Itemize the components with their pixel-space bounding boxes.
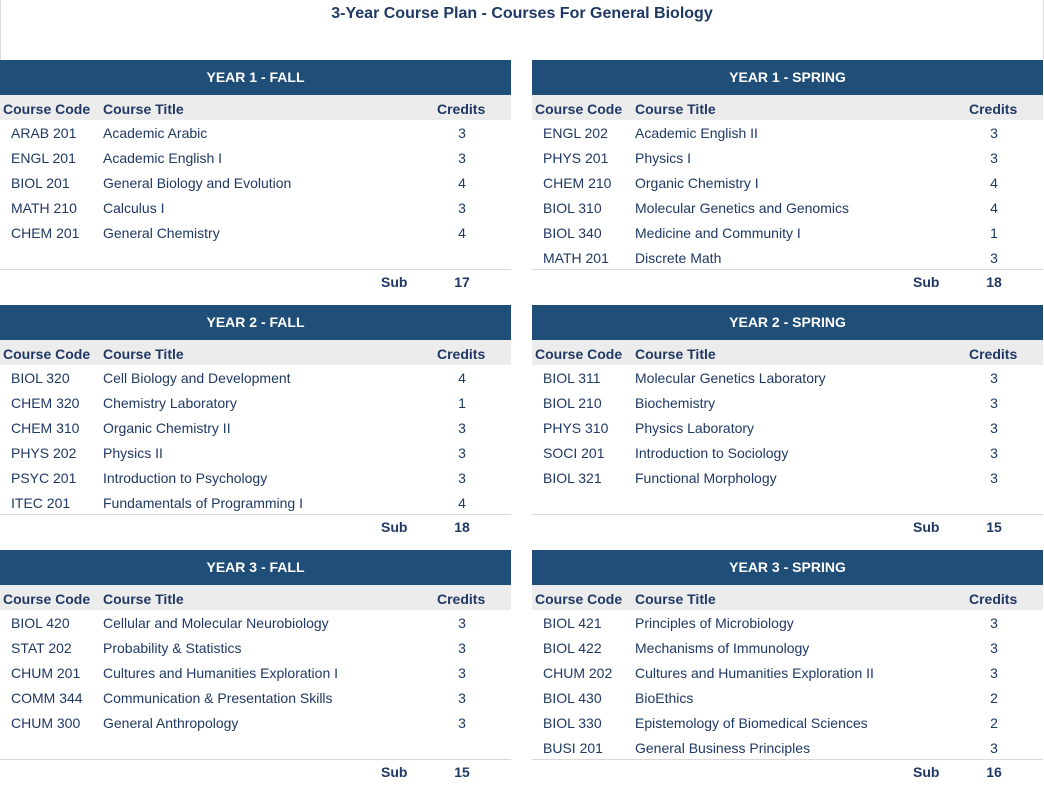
course-code: ARAB 201 (11, 125, 77, 141)
course-credits: 3 (990, 250, 998, 266)
term-heading: YEAR 2 - FALL (0, 305, 511, 340)
course-list (0, 366, 511, 516)
course-credits: 4 (458, 175, 466, 191)
course-credits: 3 (990, 150, 998, 166)
course-title: General Biology and Evolution (103, 175, 292, 191)
course-title: General Chemistry (103, 225, 220, 241)
column-header-title: Course Title (635, 346, 716, 362)
course-credits: 3 (990, 640, 998, 656)
course-title: Physics Laboratory (635, 420, 755, 436)
course-title: Cell Biology and Development (103, 370, 291, 386)
course-credits: 3 (990, 470, 998, 486)
course-code: CHUM 300 (11, 715, 81, 731)
course-code: BIOL 430 (543, 690, 602, 706)
course-title: Organic Chemistry II (103, 420, 231, 436)
course-row (532, 391, 1043, 416)
course-title: Molecular Genetics and Genomics (635, 200, 849, 216)
course-title: Introduction to Psychology (103, 470, 268, 486)
course-row (532, 686, 1043, 711)
course-code: SOCI 201 (543, 445, 605, 461)
term-panel-year2-spring (532, 305, 1043, 549)
column-header-credits: Credits (437, 101, 486, 117)
course-title: BioEthics (635, 690, 694, 706)
subtotal-label: Sub (381, 274, 408, 290)
column-header-credits: Credits (969, 346, 1018, 362)
course-title: Medicine and Community I (635, 225, 801, 241)
course-row (532, 171, 1043, 196)
course-credits: 3 (990, 420, 998, 436)
course-row (0, 391, 511, 416)
course-credits: 3 (990, 740, 998, 756)
term-heading: YEAR 2 - SPRING (532, 305, 1043, 340)
course-row (532, 661, 1043, 686)
course-code: PHYS 202 (11, 445, 77, 461)
course-code: ENGL 201 (11, 150, 76, 166)
subtotal-label: Sub (913, 274, 940, 290)
course-title: Cultures and Humanities Exploration I (103, 665, 339, 681)
course-title: Molecular Genetics Laboratory (635, 370, 826, 386)
course-row (532, 441, 1043, 466)
course-code: ITEC 201 (11, 495, 71, 511)
course-credits: 2 (990, 690, 998, 706)
course-code: CHEM 310 (11, 420, 80, 436)
course-credits: 3 (458, 150, 466, 166)
column-header-code: Course Code (535, 346, 623, 362)
subtotal-value: 15 (986, 519, 1002, 535)
column-header-row (532, 340, 1043, 365)
course-title: Fundamentals of Programming I (103, 495, 303, 511)
course-title: Academic English II (635, 125, 758, 141)
course-code: MATH 210 (11, 200, 77, 216)
term-heading: YEAR 3 - FALL (0, 550, 511, 585)
course-code: BIOL 422 (543, 640, 602, 656)
subtotal-row (0, 759, 511, 784)
subtotal-label: Sub (913, 519, 940, 535)
course-title: Discrete Math (635, 250, 722, 266)
course-code: PHYS 201 (543, 150, 609, 166)
course-code: BIOL 320 (11, 370, 70, 386)
course-code: CHEM 320 (11, 395, 80, 411)
course-credits: 3 (458, 715, 466, 731)
course-list (532, 611, 1043, 761)
course-list (0, 611, 511, 736)
course-code: BIOL 421 (543, 615, 602, 631)
column-header-row (532, 585, 1043, 610)
course-title: Functional Morphology (635, 470, 777, 486)
course-row (532, 221, 1043, 246)
course-code: CHUM 201 (11, 665, 81, 681)
course-list (0, 121, 511, 246)
course-credits: 4 (990, 175, 998, 191)
course-row (532, 366, 1043, 391)
course-code: BUSI 201 (543, 740, 603, 756)
course-credits: 3 (458, 665, 466, 681)
subtotal-row (532, 269, 1043, 294)
course-row (0, 416, 511, 441)
course-title: General Business Principles (635, 740, 811, 756)
course-title: Epistemology of Biomedical Sciences (635, 715, 868, 731)
column-header-code: Course Code (3, 101, 91, 117)
course-row (0, 466, 511, 491)
term-heading: YEAR 1 - FALL (0, 60, 511, 95)
term-panel-year3-spring (532, 550, 1043, 794)
course-row (532, 611, 1043, 636)
course-code: CHEM 201 (11, 225, 80, 241)
subtotal-value: 17 (454, 274, 470, 290)
course-title: Probability & Statistics (103, 640, 242, 656)
course-row (0, 636, 511, 661)
page-title: 3-Year Course Plan - Courses For General Biology (331, 5, 713, 22)
column-header-title: Course Title (635, 101, 716, 117)
course-code: ENGL 202 (543, 125, 608, 141)
subtotal-label: Sub (381, 764, 408, 780)
column-header-credits: Credits (437, 346, 486, 362)
course-row (532, 466, 1043, 491)
column-header-code: Course Code (535, 591, 623, 607)
course-list (532, 366, 1043, 491)
course-row (532, 711, 1043, 736)
course-credits: 3 (990, 125, 998, 141)
course-title: Academic Arabic (103, 125, 208, 141)
course-title: Communication & Presentation Skills (103, 690, 333, 706)
course-title: Physics I (635, 150, 692, 166)
course-row (0, 441, 511, 466)
course-row (532, 636, 1043, 661)
column-header-title: Course Title (103, 101, 184, 117)
subtotal-label: Sub (381, 519, 408, 535)
course-title: Cultures and Humanities Exploration II (635, 665, 874, 681)
course-credits: 3 (990, 445, 998, 461)
course-row (0, 221, 511, 246)
course-credits: 1 (458, 395, 466, 411)
course-row (0, 121, 511, 146)
course-row (0, 661, 511, 686)
course-code: CHEM 210 (543, 175, 612, 191)
course-credits: 3 (458, 445, 466, 461)
course-credits: 3 (990, 370, 998, 386)
course-credits: 3 (990, 665, 998, 681)
course-code: BIOL 321 (543, 470, 602, 486)
course-code: BIOL 340 (543, 225, 602, 241)
course-credits: 3 (458, 470, 466, 486)
term-heading: YEAR 1 - SPRING (532, 60, 1043, 95)
term-heading: YEAR 3 - SPRING (532, 550, 1043, 585)
course-credits: 3 (458, 420, 466, 436)
course-credits: 3 (458, 615, 466, 631)
course-credits: 3 (458, 690, 466, 706)
course-code: BIOL 210 (543, 395, 602, 411)
course-title: Physics II (103, 445, 163, 461)
course-code: BIOL 420 (11, 615, 70, 631)
course-row (0, 196, 511, 221)
course-credits: 4 (458, 495, 466, 511)
course-row (532, 416, 1043, 441)
subtotal-label: Sub (913, 764, 940, 780)
course-credits: 3 (458, 125, 466, 141)
course-title: Mechanisms of Immunology (635, 640, 810, 656)
subtotal-row (532, 759, 1043, 784)
course-row (0, 146, 511, 171)
term-panel-year3-fall (0, 550, 511, 794)
course-code: MATH 201 (543, 250, 609, 266)
column-header-code: Course Code (535, 101, 623, 117)
course-row (0, 686, 511, 711)
column-header-title: Course Title (103, 591, 184, 607)
course-code: BIOL 201 (11, 175, 70, 191)
course-list (532, 121, 1043, 271)
course-title: Principles of Microbiology (635, 615, 794, 631)
course-title: Calculus I (103, 200, 165, 216)
term-panel-year2-fall (0, 305, 511, 549)
subtotal-row (532, 514, 1043, 539)
course-row (532, 196, 1043, 221)
course-credits: 2 (990, 715, 998, 731)
course-title: General Anthropology (103, 715, 239, 731)
course-credits: 4 (458, 370, 466, 386)
course-credits: 3 (458, 640, 466, 656)
course-row (532, 146, 1043, 171)
subtotal-row (0, 514, 511, 539)
course-title: Introduction to Sociology (635, 445, 789, 461)
course-code: STAT 202 (11, 640, 72, 656)
course-row (532, 246, 1043, 271)
course-credits: 1 (990, 225, 998, 241)
course-row (532, 121, 1043, 146)
course-row (0, 171, 511, 196)
column-header-row (532, 95, 1043, 120)
term-panel-year1-spring (532, 60, 1043, 304)
course-code: BIOL 311 (543, 370, 601, 386)
column-header-credits: Credits (969, 101, 1018, 117)
course-credits: 3 (458, 200, 466, 216)
column-header-title: Course Title (103, 346, 184, 362)
course-title: Cellular and Molecular Neurobiology (103, 615, 329, 631)
course-code: PHYS 310 (543, 420, 609, 436)
subtotal-value: 18 (454, 519, 470, 535)
column-header-code: Course Code (3, 591, 91, 607)
course-row (0, 366, 511, 391)
course-title: Chemistry Laboratory (103, 395, 237, 411)
course-title: Academic English I (103, 150, 223, 166)
course-row (0, 711, 511, 736)
column-header-title: Course Title (635, 591, 716, 607)
course-credits: 4 (458, 225, 466, 241)
column-header-code: Course Code (3, 346, 91, 362)
course-row (0, 491, 511, 516)
course-code: PSYC 201 (11, 470, 77, 486)
column-header-row (0, 585, 511, 610)
subtotal-value: 16 (986, 764, 1002, 780)
column-header-row (0, 340, 511, 365)
column-header-credits: Credits (969, 591, 1018, 607)
course-code: BIOL 310 (543, 200, 602, 216)
course-title: Organic Chemistry I (635, 175, 759, 191)
column-header-row (0, 95, 511, 120)
course-title: Biochemistry (635, 395, 716, 411)
course-row (532, 736, 1043, 761)
subtotal-value: 15 (454, 764, 470, 780)
course-credits: 3 (990, 615, 998, 631)
subtotal-row (0, 269, 511, 294)
course-credits: 3 (990, 395, 998, 411)
column-header-credits: Credits (437, 591, 486, 607)
course-code: CHUM 202 (543, 665, 613, 681)
course-credits: 4 (990, 200, 998, 216)
term-panel-year1-fall (0, 60, 511, 304)
course-code: COMM 344 (11, 690, 83, 706)
subtotal-value: 18 (986, 274, 1002, 290)
course-code: BIOL 330 (543, 715, 602, 731)
course-row (0, 611, 511, 636)
